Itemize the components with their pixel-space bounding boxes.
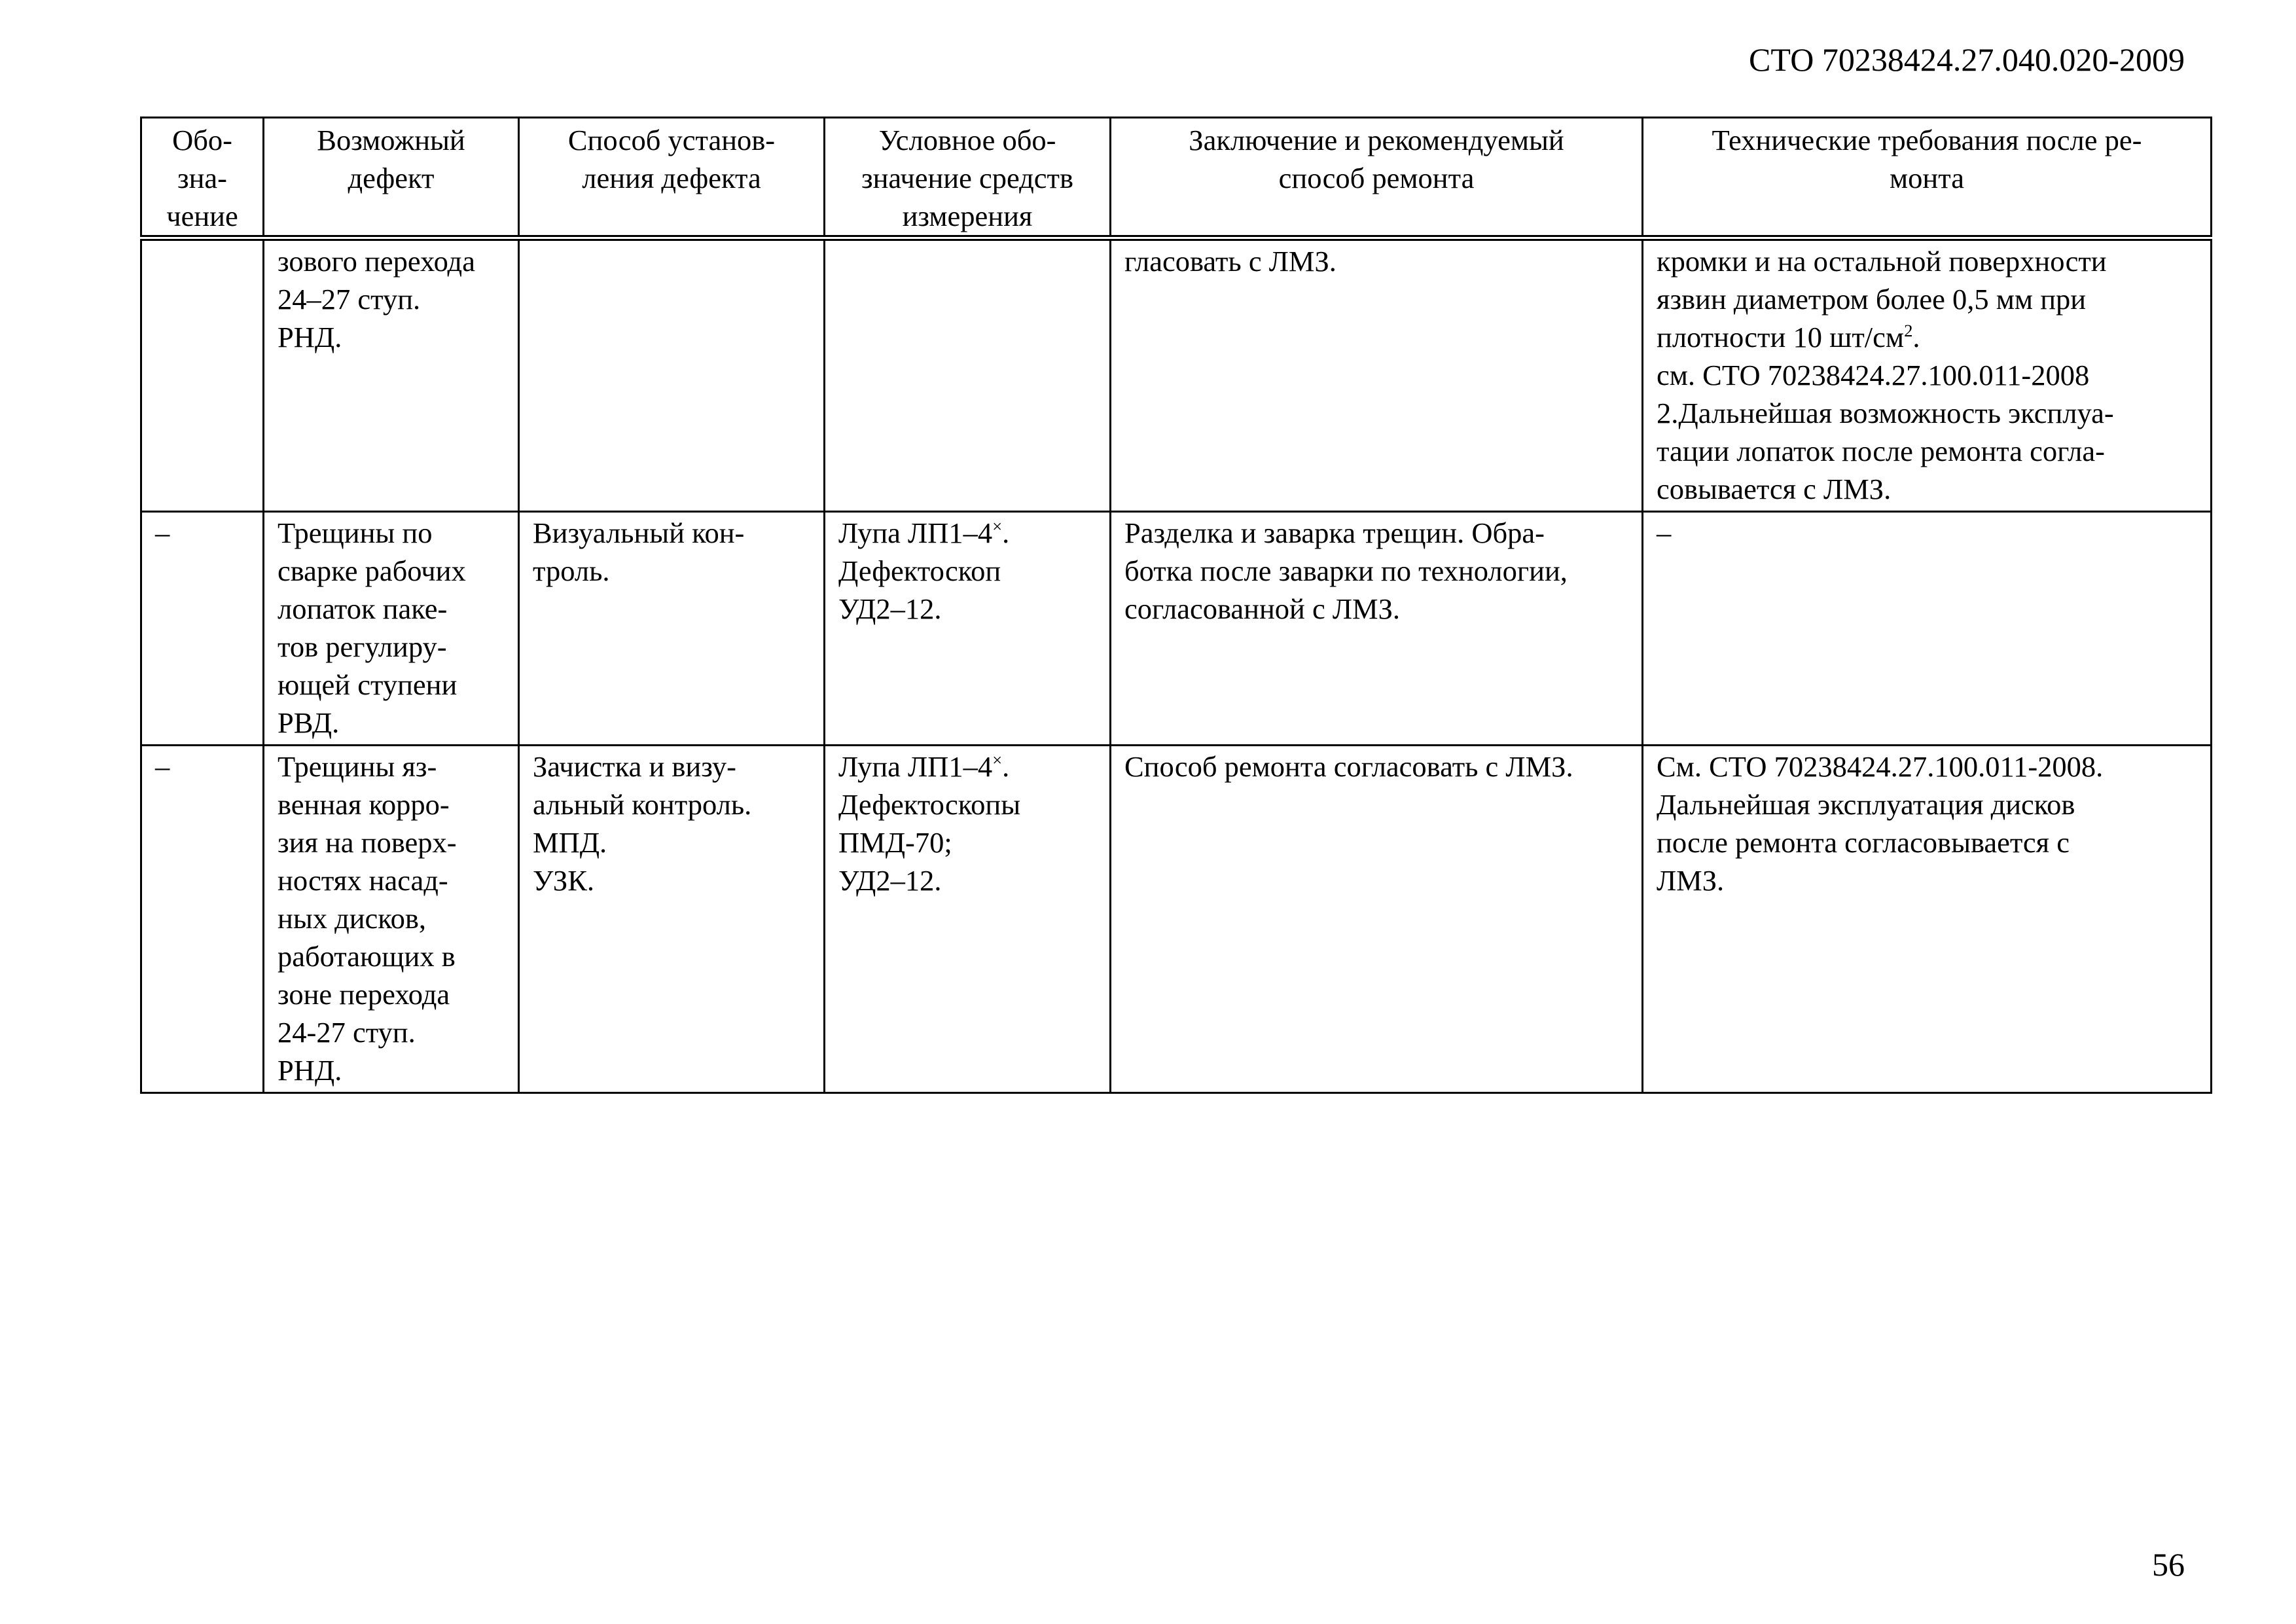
cell-means bbox=[825, 238, 1111, 512]
cell-text: язвин диаметром более 0,5 мм при bbox=[1657, 283, 2087, 316]
cell-text: троль. bbox=[533, 554, 610, 587]
header-text: способ ремонта bbox=[1278, 162, 1475, 194]
cell-text: Разделка и заварка трещин. Обра- bbox=[1124, 516, 1545, 549]
cell-text: 24–27 ступ. bbox=[278, 283, 421, 316]
cell-text: см. СТО 70238424.27.100.011-2008 bbox=[1657, 359, 2090, 391]
cell-text: тов регулиру- bbox=[278, 630, 447, 663]
cell-means bbox=[825, 512, 1111, 746]
cell-text: согласованной с ЛМЗ. bbox=[1124, 592, 1400, 625]
header-text: зна- bbox=[177, 162, 227, 194]
header-text: Условное обо- bbox=[878, 124, 1056, 156]
header-text: измерения bbox=[902, 200, 1033, 232]
header-text: чение bbox=[166, 200, 238, 232]
defects-table bbox=[140, 117, 2212, 1094]
header-text: Возможный bbox=[317, 124, 465, 156]
column-header-defect bbox=[264, 118, 519, 238]
cell-text: тации лопаток после ремонта согла- bbox=[1657, 435, 2105, 467]
header-text: Технические требования после ре- bbox=[1712, 124, 2142, 156]
cell-text: после ремонта согласовывается с bbox=[1657, 826, 2070, 859]
cell-text: ющей ступени bbox=[278, 668, 457, 701]
cell-text: УД2–12. bbox=[838, 864, 942, 897]
page-number: 56 bbox=[2152, 1546, 2185, 1583]
cell-defect bbox=[264, 746, 519, 1093]
cell-text: . bbox=[1002, 516, 1010, 549]
cell-means bbox=[825, 746, 1111, 1093]
cell-text: 24-27 ступ. bbox=[278, 1016, 416, 1049]
header-text: Способ установ- bbox=[567, 124, 776, 156]
cell-text: . bbox=[1002, 750, 1010, 783]
cell-text: Дефектоскопы bbox=[838, 788, 1021, 821]
cell-text: Визуальный кон- bbox=[533, 516, 745, 549]
cell-text: Лупа ЛП1–4 bbox=[838, 750, 993, 783]
cell-text: кромки и на остальной поверхности bbox=[1657, 245, 2107, 278]
cell-conclusion bbox=[1111, 746, 1643, 1093]
column-header-means bbox=[825, 118, 1111, 238]
cell-text: Лупа ЛП1–4 bbox=[838, 516, 993, 549]
cell-text: РНД. bbox=[278, 1054, 342, 1087]
cell-conclusion bbox=[1111, 512, 1643, 746]
cell-text-with-superscript bbox=[838, 748, 1099, 785]
cell-requirements bbox=[1643, 512, 2212, 746]
cell-text: совывается с ЛМЗ. bbox=[1657, 473, 1892, 505]
cell-text: Способ ремонта согласовать с ЛМЗ. bbox=[1124, 750, 1573, 783]
table-row bbox=[141, 512, 2212, 746]
cell-text: ных дисков, bbox=[278, 902, 427, 935]
cell-text: сварке рабочих bbox=[278, 554, 466, 587]
header-text: значение средств bbox=[861, 162, 1073, 194]
cell-text: ЛМЗ. bbox=[1657, 864, 1725, 897]
header-text: дефект bbox=[348, 162, 435, 194]
cell-text: МПД. bbox=[533, 826, 607, 859]
document-code: СТО 70238424.27.040.020-2009 bbox=[1749, 41, 2185, 78]
superscript: × bbox=[992, 516, 1003, 537]
cell-text: венная корро- bbox=[278, 788, 450, 821]
column-header-requirements bbox=[1643, 118, 2212, 238]
cell-text: Трещины яз- bbox=[278, 750, 437, 783]
cell-text: РНД. bbox=[278, 321, 342, 353]
cell-text: – bbox=[155, 516, 170, 549]
header-text: Заключение и рекомендуемый bbox=[1189, 124, 1564, 156]
table-row bbox=[141, 238, 2212, 512]
cell-defect bbox=[264, 512, 519, 746]
header-text: монта bbox=[1890, 162, 1964, 194]
cell-text: ностях насад- bbox=[278, 864, 448, 897]
cell-text: зия на поверх- bbox=[278, 826, 457, 859]
cell-method bbox=[519, 746, 825, 1093]
cell-text: Дальнейшая эксплуатация дисков bbox=[1657, 788, 2075, 821]
cell-text: УД2–12. bbox=[838, 592, 942, 625]
cell-text: работающих в bbox=[278, 940, 456, 973]
cell-text: плотности 10 шт/см bbox=[1657, 321, 1905, 353]
column-header-method bbox=[519, 118, 825, 238]
cell-mark bbox=[141, 238, 264, 512]
cell-text: зового перехода bbox=[278, 245, 475, 278]
cell-text: альный контроль. bbox=[533, 788, 752, 821]
superscript: × bbox=[992, 750, 1003, 770]
cell-text: 2.Дальнейшая возможность эксплуа- bbox=[1657, 397, 2114, 429]
cell-method bbox=[519, 512, 825, 746]
cell-method bbox=[519, 238, 825, 512]
cell-text: См. СТО 70238424.27.100.011-2008. bbox=[1657, 750, 2104, 783]
cell-text: ПМД-70; bbox=[838, 826, 952, 859]
superscript: 2 bbox=[1904, 321, 1913, 341]
header-text: ления дефекта bbox=[582, 162, 761, 194]
table-row bbox=[141, 746, 2212, 1093]
cell-text: зоне перехода bbox=[278, 978, 450, 1011]
cell-text: Зачистка и визу- bbox=[533, 750, 736, 783]
cell-text: Дефектоскоп bbox=[838, 554, 1001, 587]
column-header-conclusion bbox=[1111, 118, 1643, 238]
cell-requirements bbox=[1643, 238, 2212, 512]
column-header-mark bbox=[141, 118, 264, 238]
header-row bbox=[141, 118, 2212, 238]
cell-text: – bbox=[1657, 516, 1672, 549]
cell-text: . bbox=[1912, 321, 1920, 353]
cell-mark bbox=[141, 746, 264, 1093]
cell-conclusion bbox=[1111, 238, 1643, 512]
table-header bbox=[141, 118, 2212, 238]
cell-text: лопаток паке- bbox=[278, 592, 448, 625]
cell-text: РВД. bbox=[278, 706, 340, 739]
header-text: Обо- bbox=[172, 124, 232, 156]
cell-mark bbox=[141, 512, 264, 746]
cell-text: Трещины по bbox=[278, 516, 433, 549]
cell-text: УЗК. bbox=[533, 864, 595, 897]
cell-text: – bbox=[155, 750, 170, 783]
cell-defect bbox=[264, 238, 519, 512]
cell-text-with-superscript bbox=[838, 514, 1099, 552]
cell-text: ботка после заварки по технологии, bbox=[1124, 554, 1568, 587]
cell-text: гласовать с ЛМЗ. bbox=[1124, 245, 1336, 278]
cell-requirements bbox=[1643, 746, 2212, 1093]
cell-text-with-superscript bbox=[1657, 318, 2200, 356]
